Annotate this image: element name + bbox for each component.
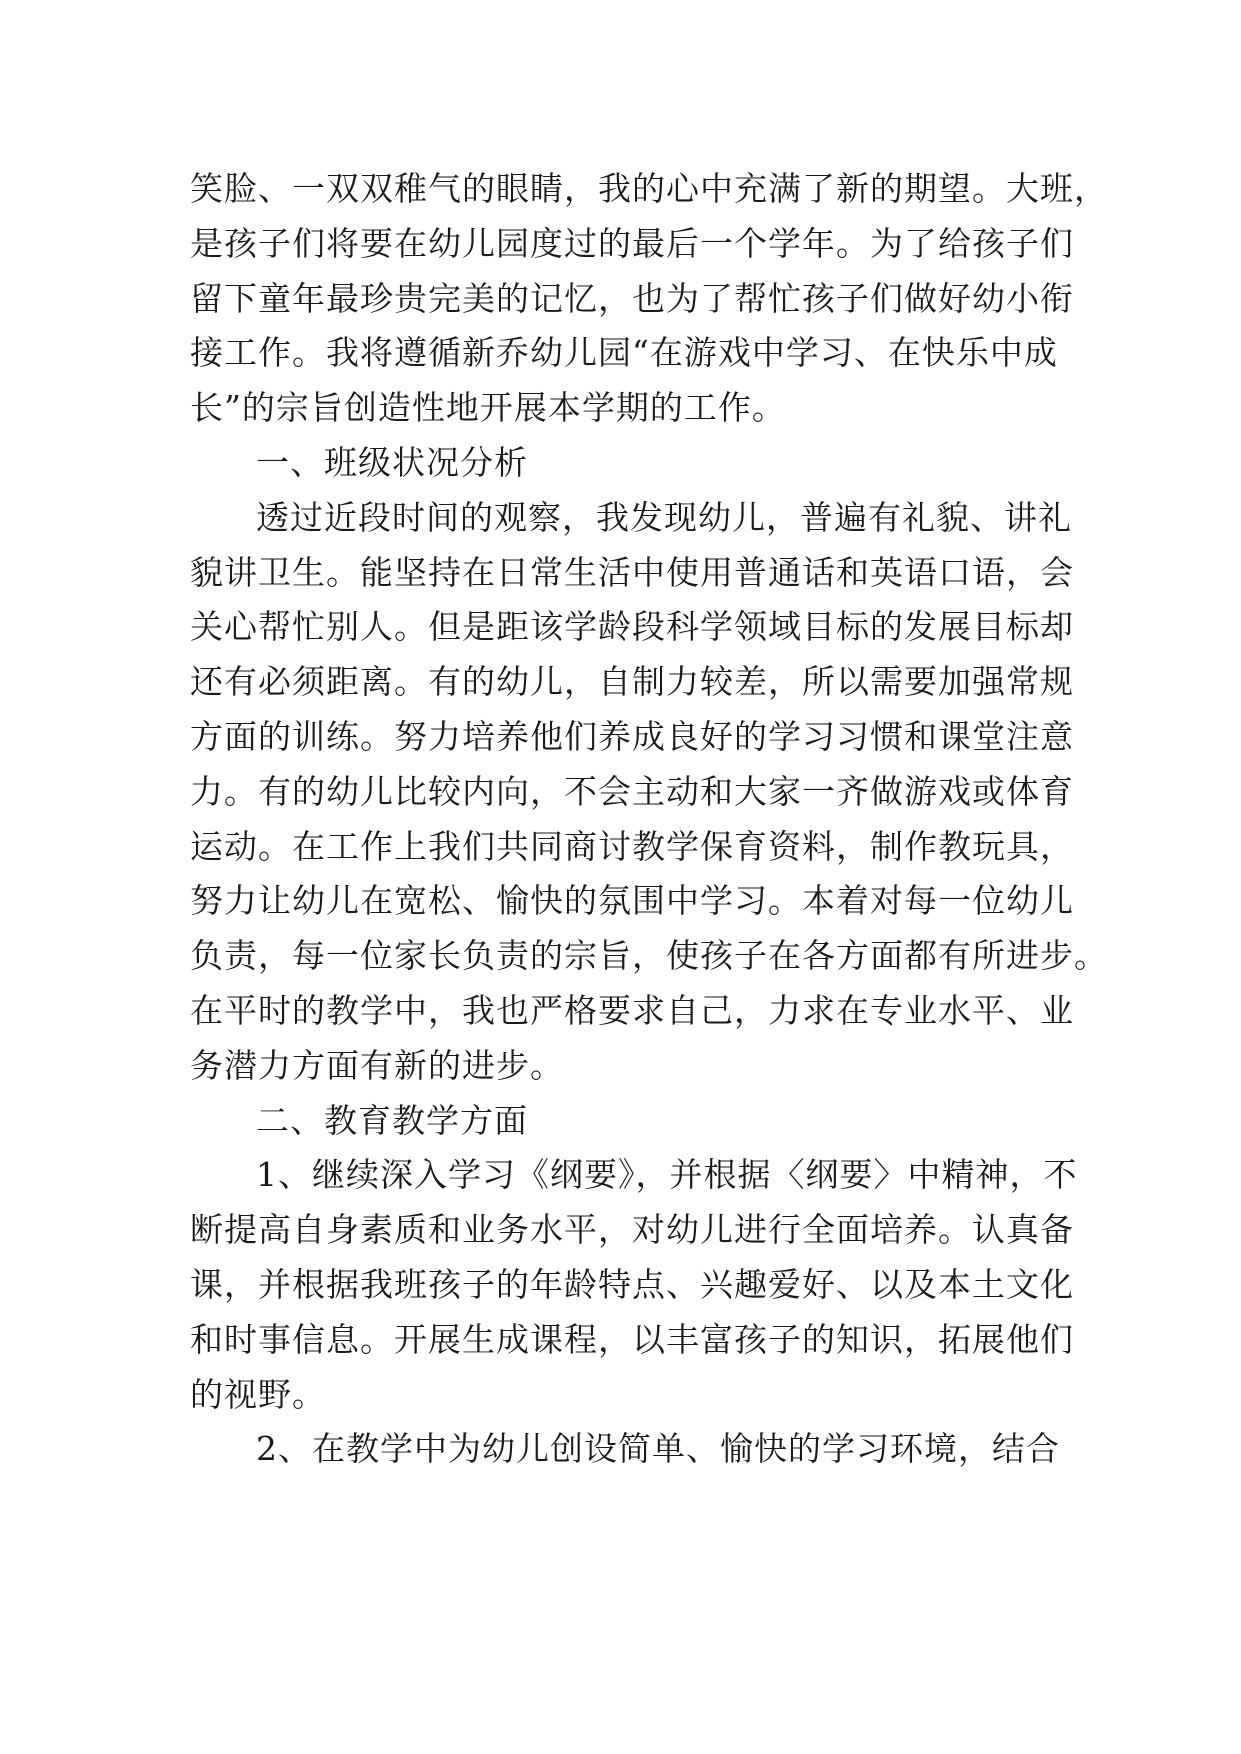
- text-line: 的视野。: [190, 1374, 326, 1414]
- text-line: 负责，每一位家长负责的宗旨，使孩子在各方面都有所进步。: [190, 936, 1108, 976]
- text-line: 一、班级状况分析: [256, 442, 528, 482]
- text-line: 还有必须距离。有的幼儿，自制力较差，所以需要加强常规: [190, 662, 1074, 702]
- text-line: 二、教育教学方面: [256, 1100, 528, 1140]
- text-line: 在平时的教学中，我也严格要求自己，力求在专业水平、业: [190, 990, 1074, 1030]
- document-body: [190, 162, 1108, 1477]
- text-line: 貌讲卫生。能坚持在日常生活中使用普通话和英语口语，会: [190, 552, 1074, 592]
- text-line: 是孩子们将要在幼儿园度过的最后一个学年。为了给孩子们: [190, 223, 1074, 263]
- text-line: 1、继续深入学习《纲要》，并根据〈纲要〉中精神，不: [256, 1155, 1078, 1195]
- text-line: 断提高自身素质和业务水平，对幼儿进行全面培养。认真备: [190, 1210, 1074, 1250]
- text-line: 课，并根据我班孩子的年龄特点、兴趣爱好、以及本土文化: [190, 1264, 1074, 1304]
- text-line: 长”的宗旨创造性地开展本学期的工作。: [190, 388, 786, 428]
- text-line: 方面的训练。努力培养他们养成良好的学习习惯和课堂注意: [190, 716, 1074, 756]
- text-line: 留下童年最珍贵完美的记忆，也为了帮忙孩子们做好幼小衔: [190, 278, 1074, 318]
- text-line: 接工作。我将遵循新乔幼儿园“在游戏中学习、在快乐中成: [190, 333, 1058, 373]
- text-line: 笑脸、一双双稚气的眼睛，我的心中充满了新的期望。大班，: [190, 169, 1108, 208]
- text-line: 务潜力方面有新的进步。: [190, 1045, 564, 1085]
- text-line: 努力让幼儿在宽松、愉快的氛围中学习。本着对每一位幼儿: [190, 881, 1074, 921]
- text-line: 透过近段时间的观察，我发现幼儿，普遍有礼貌、讲礼: [256, 497, 1072, 537]
- text-line: 运动。在工作上我们共同商讨教学保育资料，制作教玩具，: [190, 826, 1074, 866]
- text-line: 2、在教学中为幼儿创设简单、愉快的学习环境，结合: [256, 1429, 1060, 1469]
- text-line: 关心帮忙别人。但是距该学龄段科学领域目标的发展目标却: [190, 607, 1074, 647]
- text-line: 力。有的幼儿比较内向，不会主动和大家一齐做游戏或体育: [190, 771, 1074, 811]
- text-line: 和时事信息。开展生成课程，以丰富孩子的知识，拓展他们: [190, 1319, 1074, 1359]
